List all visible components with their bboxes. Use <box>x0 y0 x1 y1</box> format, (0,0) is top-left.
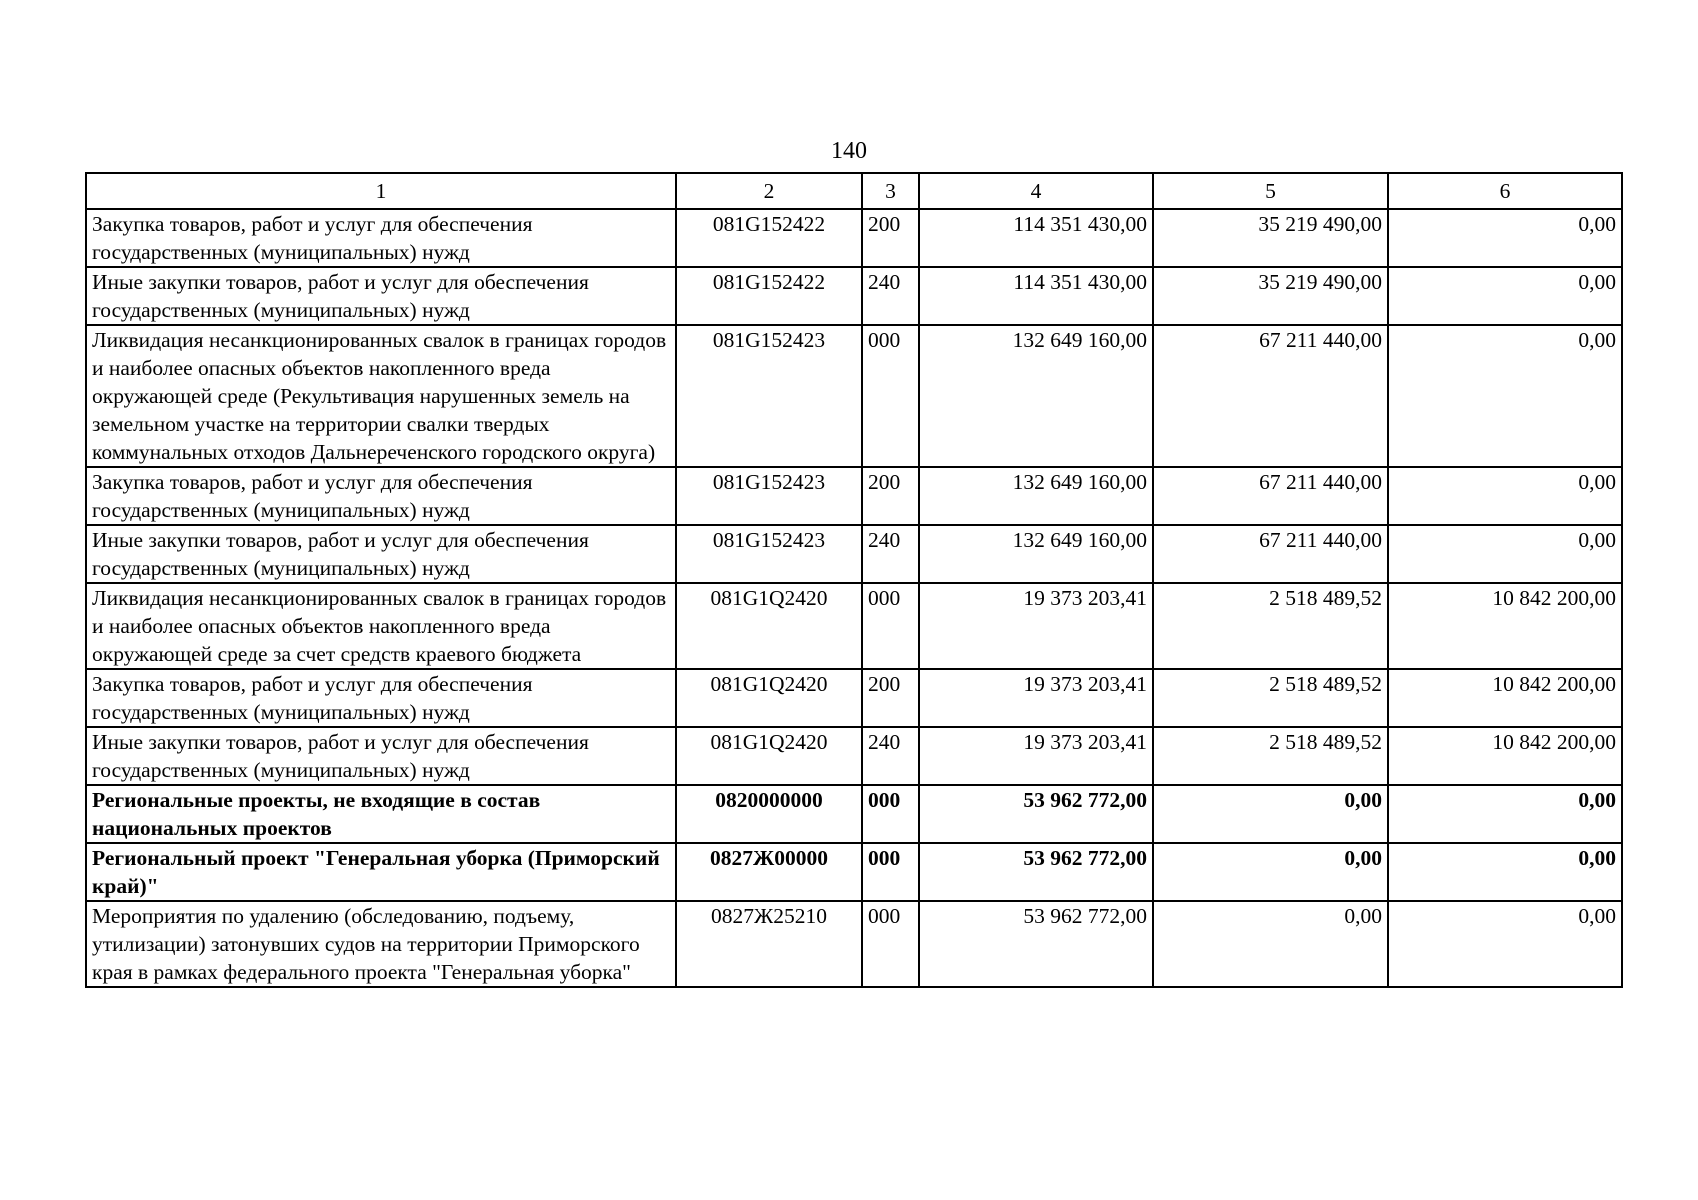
row-kind-cell: 000 <box>862 901 919 987</box>
row-code-cell: 081G152423 <box>676 467 862 525</box>
row-kind-cell: 240 <box>862 727 919 785</box>
row-value-cell: 53 962 772,00 <box>919 901 1153 987</box>
column-header: 1 <box>86 173 676 209</box>
row-code-cell: 081G152423 <box>676 525 862 583</box>
row-code-cell: 0827Ж00000 <box>676 843 862 901</box>
row-value-cell: 0,00 <box>1153 901 1388 987</box>
column-header: 6 <box>1388 173 1622 209</box>
row-value-cell: 19 373 203,41 <box>919 583 1153 669</box>
budget-table <box>85 172 1623 988</box>
table-row <box>86 209 1622 267</box>
row-kind-cell: 200 <box>862 209 919 267</box>
table-row <box>86 525 1622 583</box>
row-kind-cell: 240 <box>862 267 919 325</box>
row-name-cell: Региональные проекты, не входящие в состав национальных проектов <box>86 785 676 843</box>
row-name-cell: Мероприятия по удалению (обследованию, подъему, утилизации) затонувших судов на территории Приморского края в рамках федерального проекта "Генеральная уборка" <box>86 901 676 987</box>
row-value-cell: 0,00 <box>1388 325 1622 467</box>
row-name-cell: Иные закупки товаров, работ и услуг для обеспечения государственных (муниципальных) нужд <box>86 267 676 325</box>
row-code-cell: 081G152422 <box>676 209 862 267</box>
row-value-cell: 53 962 772,00 <box>919 785 1153 843</box>
row-kind-cell: 000 <box>862 785 919 843</box>
row-code-cell: 0820000000 <box>676 785 862 843</box>
row-value-cell: 35 219 490,00 <box>1153 267 1388 325</box>
row-name-cell: Закупка товаров, работ и услуг для обеспечения государственных (муниципальных) нужд <box>86 209 676 267</box>
row-value-cell: 10 842 200,00 <box>1388 727 1622 785</box>
row-value-cell: 10 842 200,00 <box>1388 583 1622 669</box>
row-name-cell: Ликвидация несанкционированных свалок в границах городов и наиболее опасных объектов накопленного вреда окружающей среде за счет средств краевого бюджета <box>86 583 676 669</box>
row-code-cell: 081G1Q2420 <box>676 669 862 727</box>
table-row <box>86 467 1622 525</box>
row-value-cell: 53 962 772,00 <box>919 843 1153 901</box>
row-value-cell: 19 373 203,41 <box>919 727 1153 785</box>
page-number: 140 <box>831 138 867 164</box>
row-kind-cell: 240 <box>862 525 919 583</box>
row-value-cell: 0,00 <box>1153 843 1388 901</box>
table-row <box>86 727 1622 785</box>
row-code-cell: 0827Ж25210 <box>676 901 862 987</box>
table-row <box>86 325 1622 467</box>
row-value-cell: 132 649 160,00 <box>919 467 1153 525</box>
column-header: 5 <box>1153 173 1388 209</box>
row-kind-cell: 200 <box>862 669 919 727</box>
row-value-cell: 67 211 440,00 <box>1153 325 1388 467</box>
row-value-cell: 132 649 160,00 <box>919 325 1153 467</box>
row-value-cell: 0,00 <box>1388 901 1622 987</box>
row-kind-cell: 200 <box>862 467 919 525</box>
row-value-cell: 2 518 489,52 <box>1153 669 1388 727</box>
row-value-cell: 114 351 430,00 <box>919 267 1153 325</box>
row-kind-cell: 000 <box>862 583 919 669</box>
row-value-cell: 67 211 440,00 <box>1153 467 1388 525</box>
row-kind-cell: 000 <box>862 843 919 901</box>
row-name-cell: Иные закупки товаров, работ и услуг для обеспечения государственных (муниципальных) нужд <box>86 727 676 785</box>
row-value-cell: 67 211 440,00 <box>1153 525 1388 583</box>
row-value-cell: 35 219 490,00 <box>1153 209 1388 267</box>
row-code-cell: 081G152422 <box>676 267 862 325</box>
table-row <box>86 901 1622 987</box>
row-value-cell: 0,00 <box>1388 525 1622 583</box>
row-name-cell: Иные закупки товаров, работ и услуг для обеспечения государственных (муниципальных) нужд <box>86 525 676 583</box>
row-name-cell: Закупка товаров, работ и услуг для обеспечения государственных (муниципальных) нужд <box>86 669 676 727</box>
row-value-cell: 10 842 200,00 <box>1388 669 1622 727</box>
column-header: 4 <box>919 173 1153 209</box>
row-code-cell: 081G1Q2420 <box>676 583 862 669</box>
row-value-cell: 0,00 <box>1388 267 1622 325</box>
table-row <box>86 669 1622 727</box>
table-row <box>86 785 1622 843</box>
row-code-cell: 081G152423 <box>676 325 862 467</box>
row-value-cell: 2 518 489,52 <box>1153 583 1388 669</box>
row-code-cell: 081G1Q2420 <box>676 727 862 785</box>
row-value-cell: 114 351 430,00 <box>919 209 1153 267</box>
column-header: 2 <box>676 173 862 209</box>
row-name-cell: Ликвидация несанкционированных свалок в границах городов и наиболее опасных объектов накопленного вреда окружающей среде (Рекультивация нарушенных земель на земельном участке на территории свалки твердых коммунальных отходов Дальнереченского городского округа) <box>86 325 676 467</box>
row-value-cell: 2 518 489,52 <box>1153 727 1388 785</box>
row-value-cell: 0,00 <box>1388 843 1622 901</box>
row-name-cell: Региональный проект "Генеральная уборка (Приморский край)" <box>86 843 676 901</box>
table-row <box>86 843 1622 901</box>
row-name-cell: Закупка товаров, работ и услуг для обеспечения государственных (муниципальных) нужд <box>86 467 676 525</box>
row-value-cell: 0,00 <box>1153 785 1388 843</box>
row-value-cell: 0,00 <box>1388 467 1622 525</box>
table-row <box>86 267 1622 325</box>
column-header: 3 <box>862 173 919 209</box>
row-value-cell: 0,00 <box>1388 209 1622 267</box>
row-value-cell: 132 649 160,00 <box>919 525 1153 583</box>
row-value-cell: 0,00 <box>1388 785 1622 843</box>
row-value-cell: 19 373 203,41 <box>919 669 1153 727</box>
row-kind-cell: 000 <box>862 325 919 467</box>
table-header-row <box>86 173 1622 209</box>
table-row <box>86 583 1622 669</box>
